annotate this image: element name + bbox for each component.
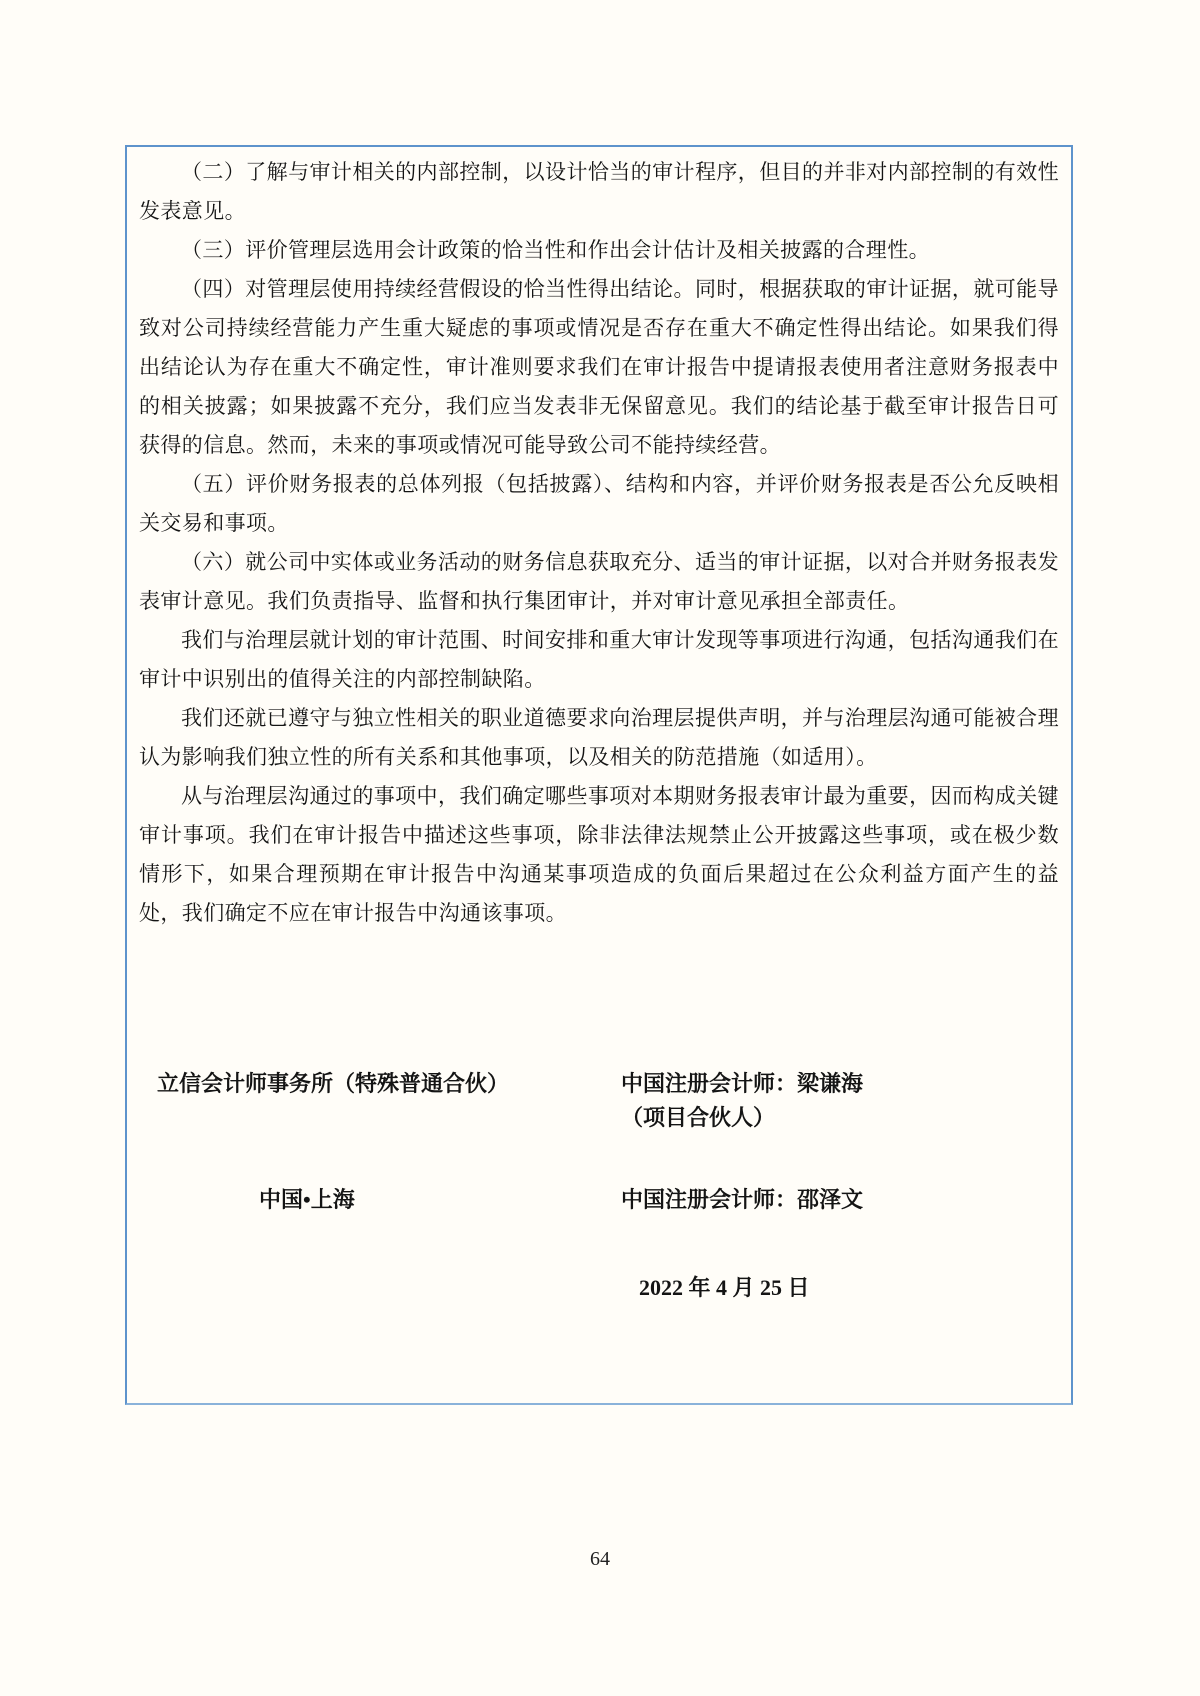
signature-firm-location: 中国•上海 [259, 1187, 355, 1212]
page-number: 64 [590, 1548, 610, 1570]
signature-cpa2-name: 中国注册会计师：邵泽文 [621, 1187, 864, 1212]
paragraph-item-3: （三）评价管理层选用会计政策的恰当性和作出会计估计及相关披露的合理性。 [181, 238, 930, 262]
signature-cpa1-role: （项目合伙人） [621, 1105, 776, 1130]
signature-cpa1-name: 中国注册会计师：梁谦海 [621, 1071, 864, 1096]
paragraph-communication: 我们与治理层就计划的审计范围、时间安排和重大审计发现等事项进行沟通，包括沟通我们在审计中识别出的值得关注的内部控制缺陷。 [139, 628, 1059, 691]
signature-cpa1-block [621, 1067, 863, 1135]
bordered-text-frame [125, 145, 1073, 1405]
paragraph-independence: 我们还就已遵守与独立性相关的职业道德要求向治理层提供声明，并与治理层沟通可能被合理认为影响我们独立性的所有关系和其他事项，以及相关的防范措施（如适用）。 [139, 706, 1059, 769]
paragraph-item-5: （五）评价财务报表的总体列报（包括披露）、结构和内容，并评价财务报表是否公允反映相关交易和事项。 [139, 472, 1059, 535]
signature-date: 2022 年 4 月 25 日 [639, 1275, 810, 1300]
paragraph-item-2: （二）了解与审计相关的内部控制，以设计恰当的审计程序，但目的并非对内部控制的有效性发表意见。 [139, 160, 1059, 223]
paragraph-item-6: （六）就公司中实体或业务活动的财务信息获取充分、适当的审计证据，以对合并财务报表发表审计意见。我们负责指导、监督和执行集团审计，并对审计意见承担全部责任。 [139, 550, 1059, 613]
paragraph-item-4: （四）对管理层使用持续经营假设的恰当性得出结论。同时，根据获取的审计证据，就可能导致对公司持续经营能力产生重大疑虑的事项或情况是否存在重大不确定性得出结论。如果我们得出结论认为存在重大不确定性，审计准则要求我们在审计报告中提请报表使用者注意财务报表中的相关披露；如果披露不充分，我们应当发表非无保留意见。我们的结论基于截至审计报告日可获得的信息。然而，未来的事项或情况可能导致公司不能持续经营。 [139, 277, 1059, 457]
signature-firm-name: 立信会计师事务所（特殊普通合伙） [157, 1071, 510, 1096]
paragraph-key-audit-matters: 从与治理层沟通过的事项中，我们确定哪些事项对本期财务报表审计最为重要，因而构成关键审计事项。我们在审计报告中描述这些事项，除非法律法规禁止公开披露这些事项，或在极少数情形下，如果合理预期在审计报告中沟通某事项造成的负面后果超过在公众利益方面产生的益处，我们确定不应在审计报告中沟通该事项。 [139, 784, 1059, 925]
